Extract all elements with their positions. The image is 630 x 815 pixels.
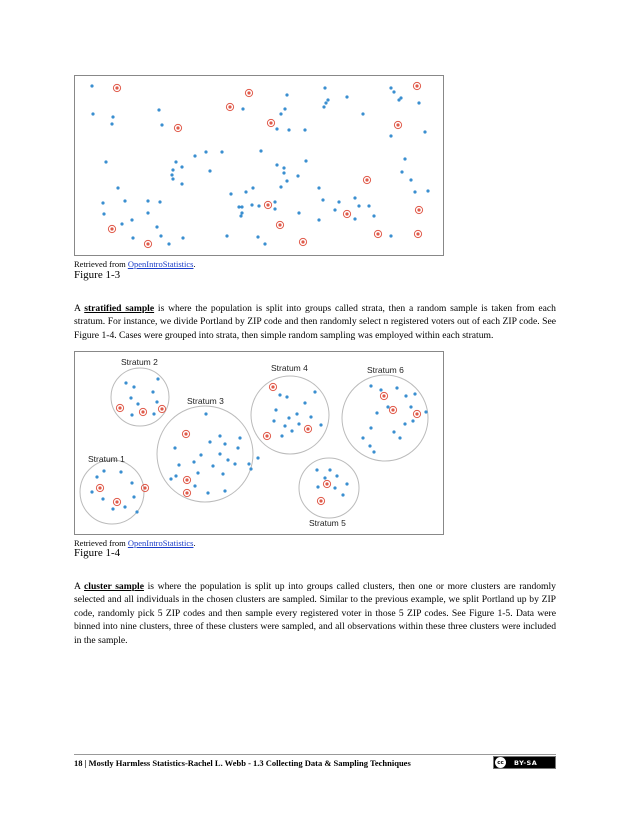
- population-point: [316, 485, 319, 488]
- population-point: [135, 510, 138, 513]
- sampled-point: [365, 178, 368, 181]
- population-point: [417, 101, 420, 104]
- population-point: [413, 190, 416, 193]
- population-point: [220, 150, 223, 153]
- population-point: [160, 123, 163, 126]
- population-point: [249, 467, 252, 470]
- population-point: [283, 107, 286, 110]
- sampled-point: [306, 427, 309, 430]
- source-suffix: .: [193, 259, 196, 269]
- population-point: [90, 84, 93, 87]
- population-point: [323, 86, 326, 89]
- population-point: [389, 86, 392, 89]
- population-point: [319, 423, 322, 426]
- population-point: [398, 436, 401, 439]
- population-point: [287, 128, 290, 131]
- population-point: [233, 462, 236, 465]
- population-point: [326, 98, 329, 101]
- population-point: [256, 456, 259, 459]
- stratum-circle: [299, 458, 359, 518]
- population-point: [392, 90, 395, 93]
- population-point: [389, 134, 392, 137]
- population-point: [247, 462, 250, 465]
- population-point: [392, 430, 395, 433]
- population-point: [278, 393, 281, 396]
- sampled-point: [118, 406, 121, 409]
- population-point: [372, 450, 375, 453]
- population-point: [91, 112, 94, 115]
- population-point: [156, 377, 159, 380]
- sampled-point: [319, 499, 322, 502]
- population-point: [104, 160, 107, 163]
- sampled-point: [301, 240, 304, 243]
- population-point: [158, 200, 161, 203]
- sampled-point: [115, 500, 118, 503]
- population-point: [155, 225, 158, 228]
- population-point: [155, 400, 158, 403]
- population-point: [223, 442, 226, 445]
- sampled-point: [141, 410, 144, 413]
- population-point: [283, 424, 286, 427]
- population-point: [279, 185, 282, 188]
- population-point: [169, 477, 172, 480]
- population-point: [403, 157, 406, 160]
- population-point: [206, 491, 209, 494]
- population-point: [211, 464, 214, 467]
- population-point: [353, 196, 356, 199]
- sampled-point: [396, 123, 399, 126]
- population-point: [345, 482, 348, 485]
- population-point: [426, 189, 429, 192]
- population-point: [290, 429, 293, 432]
- paragraph-cluster: [74, 580, 556, 647]
- sampled-point: [184, 432, 187, 435]
- stratum-label: Stratum 3: [187, 396, 224, 406]
- population-point: [285, 179, 288, 182]
- sampled-point: [146, 242, 149, 245]
- population-point: [263, 242, 266, 245]
- population-point: [395, 386, 398, 389]
- population-point: [309, 415, 312, 418]
- population-point: [130, 481, 133, 484]
- population-point: [274, 408, 277, 411]
- population-point: [275, 163, 278, 166]
- population-point: [367, 204, 370, 207]
- stratum-circle: [80, 460, 144, 524]
- population-point: [335, 474, 338, 477]
- source-prefix: Retrieved from: [74, 538, 128, 548]
- population-point: [303, 401, 306, 404]
- population-point: [237, 205, 240, 208]
- population-point: [174, 160, 177, 163]
- source-prefix: Retrieved from: [74, 259, 128, 269]
- population-point: [353, 217, 356, 220]
- population-point: [101, 497, 104, 500]
- population-point: [372, 214, 375, 217]
- population-point: [285, 395, 288, 398]
- population-point: [204, 412, 207, 415]
- population-point: [324, 101, 327, 104]
- sampled-point: [265, 434, 268, 437]
- paragraph-article: A: [74, 303, 85, 314]
- scatter-plot: [75, 76, 443, 255]
- figure-1-3-label: Figure 1-3: [74, 269, 121, 281]
- population-point: [111, 115, 114, 118]
- population-point: [399, 96, 402, 99]
- population-point: [409, 405, 412, 408]
- population-point: [240, 205, 243, 208]
- population-point: [120, 222, 123, 225]
- sampled-point: [143, 486, 146, 489]
- term-stratified-sample: stratified sample: [84, 303, 155, 314]
- population-point: [379, 388, 382, 391]
- sampled-point: [391, 408, 394, 411]
- population-point: [282, 171, 285, 174]
- population-point: [132, 385, 135, 388]
- population-point: [95, 475, 98, 478]
- sampled-point: [271, 385, 274, 388]
- sampled-point: [325, 482, 328, 485]
- population-point: [273, 207, 276, 210]
- population-point: [279, 112, 282, 115]
- population-point: [132, 495, 135, 498]
- sampled-point: [266, 203, 269, 206]
- population-point: [272, 419, 275, 422]
- population-point: [171, 168, 174, 171]
- population-point: [333, 486, 336, 489]
- population-point: [236, 446, 239, 449]
- population-point: [111, 507, 114, 510]
- population-point: [389, 234, 392, 237]
- license-text: BY-SA: [514, 758, 538, 767]
- population-point: [152, 412, 155, 415]
- population-point: [123, 199, 126, 202]
- population-point: [159, 234, 162, 237]
- population-point: [204, 150, 207, 153]
- sampled-point: [382, 394, 385, 397]
- population-point: [208, 169, 211, 172]
- population-point: [102, 469, 105, 472]
- population-point: [321, 198, 324, 201]
- sampled-point: [269, 121, 272, 124]
- population-point: [167, 242, 170, 245]
- population-point: [413, 392, 416, 395]
- population-point: [403, 422, 406, 425]
- term-cluster-sample: cluster sample: [84, 581, 144, 592]
- footer-divider: [74, 754, 556, 755]
- stratum-circle: [251, 376, 329, 454]
- population-point: [129, 396, 132, 399]
- population-point: [146, 211, 149, 214]
- population-point: [361, 112, 364, 115]
- sampled-point: [247, 91, 250, 94]
- cc-icon: cc: [495, 757, 506, 768]
- figure-1-4-label: Figure 1-4: [74, 547, 121, 559]
- population-point: [124, 381, 127, 384]
- population-point: [136, 402, 139, 405]
- population-point: [146, 199, 149, 202]
- sampled-point: [115, 86, 118, 89]
- population-point: [130, 413, 133, 416]
- population-point: [238, 436, 241, 439]
- source-link[interactable]: OpenIntroStatistics: [127, 259, 194, 269]
- population-point: [296, 174, 299, 177]
- population-point: [297, 422, 300, 425]
- sampled-point: [185, 491, 188, 494]
- population-point: [170, 173, 173, 176]
- population-point: [375, 411, 378, 414]
- paragraph-text: is where the population is split into groups called strata, then a random sample is taken from each stratum. For instance, we divide Portland by ZIP code and then randomly select n registered voters out of each ZIP code. See Figure 1-4. Cases were grouped into strata, then simple random sampling was employed within each stratum.: [74, 303, 556, 341]
- population-point: [151, 390, 154, 393]
- population-point: [411, 419, 414, 422]
- population-point: [193, 484, 196, 487]
- stratum-label: Stratum 5: [309, 518, 346, 528]
- sampled-point: [228, 105, 231, 108]
- population-point: [333, 208, 336, 211]
- sampled-point: [110, 227, 113, 230]
- population-point: [101, 201, 104, 204]
- population-point: [313, 390, 316, 393]
- figure-stratified-sample: [74, 351, 444, 535]
- figure-1-3-source: [74, 259, 196, 269]
- population-point: [110, 122, 113, 125]
- stratum-label: Stratum 2: [121, 357, 158, 367]
- population-point: [130, 218, 133, 221]
- population-point: [315, 468, 318, 471]
- sampled-point: [98, 486, 101, 489]
- population-point: [287, 416, 290, 419]
- population-point: [295, 412, 298, 415]
- source-suffix: .: [193, 538, 196, 548]
- population-point: [131, 236, 134, 239]
- population-point: [177, 463, 180, 466]
- population-point: [218, 434, 221, 437]
- population-point: [102, 212, 105, 215]
- population-point: [273, 200, 276, 203]
- population-point: [304, 159, 307, 162]
- population-point: [423, 130, 426, 133]
- population-point: [322, 105, 325, 108]
- population-point: [297, 211, 300, 214]
- page-footer: 18 | Mostly Harmless Statistics-Rachel L. Webb - 1.3 Collecting Data & Sampling Techniques: [74, 758, 411, 768]
- source-link[interactable]: OpenIntroStatistics: [127, 538, 194, 548]
- sampled-point: [160, 407, 163, 410]
- paragraph-article: A: [74, 581, 85, 592]
- stratum-circle: [111, 368, 169, 426]
- population-point: [361, 436, 364, 439]
- population-point: [199, 453, 202, 456]
- paragraph-stratified: [74, 302, 556, 342]
- population-point: [123, 505, 126, 508]
- population-point: [225, 234, 228, 237]
- population-point: [328, 468, 331, 471]
- population-point: [90, 490, 93, 493]
- population-point: [409, 178, 412, 181]
- population-point: [119, 470, 122, 473]
- population-point: [282, 166, 285, 169]
- population-point: [317, 186, 320, 189]
- population-point: [208, 440, 211, 443]
- population-point: [244, 190, 247, 193]
- population-point: [285, 93, 288, 96]
- population-point: [229, 192, 232, 195]
- population-point: [221, 472, 224, 475]
- sampled-point: [345, 212, 348, 215]
- strata-diagram: [75, 352, 443, 534]
- population-point: [280, 434, 283, 437]
- cc-license-badge: [493, 756, 556, 769]
- population-point: [173, 446, 176, 449]
- sampled-point: [278, 223, 281, 226]
- population-point: [357, 204, 360, 207]
- population-point: [174, 474, 177, 477]
- population-point: [424, 410, 427, 413]
- figure-simple-random-sample: [74, 75, 444, 256]
- stratum-label: Stratum 4: [271, 363, 308, 373]
- population-point: [240, 211, 243, 214]
- population-point: [196, 471, 199, 474]
- population-point: [256, 235, 259, 238]
- population-point: [257, 204, 260, 207]
- population-point: [171, 177, 174, 180]
- population-point: [368, 444, 371, 447]
- population-point: [337, 200, 340, 203]
- population-point: [341, 493, 344, 496]
- population-point: [369, 426, 372, 429]
- population-point: [259, 149, 262, 152]
- population-point: [116, 186, 119, 189]
- population-point: [400, 170, 403, 173]
- population-point: [239, 214, 242, 217]
- population-point: [157, 108, 160, 111]
- population-point: [218, 452, 221, 455]
- sampled-point: [415, 412, 418, 415]
- sampled-point: [376, 232, 379, 235]
- paragraph-text: is where the population is split up into groups called clusters, then one or more clusters are randomly selected and all individuals in the chosen clusters are sampled. Similar to the previous example, we split Portland up by ZIP code, randomly pick 5 ZIP codes and then sample every registered voter in those 5 ZIP codes. See Figure 1-5. Data were binned into nine clusters, three of these clusters were sampled, and all observations within these three clusters were included in the sample.: [74, 581, 556, 646]
- stratum-label: Stratum 1: [88, 454, 125, 464]
- sampled-point: [416, 232, 419, 235]
- population-point: [192, 460, 195, 463]
- population-point: [223, 489, 226, 492]
- population-point: [193, 154, 196, 157]
- population-point: [386, 405, 389, 408]
- population-point: [404, 394, 407, 397]
- population-point: [251, 186, 254, 189]
- sampled-point: [415, 84, 418, 87]
- population-point: [345, 95, 348, 98]
- sampled-point: [417, 208, 420, 211]
- population-point: [180, 165, 183, 168]
- sampled-point: [176, 126, 179, 129]
- population-point: [369, 384, 372, 387]
- population-point: [181, 236, 184, 239]
- population-point: [180, 182, 183, 185]
- population-point: [303, 128, 306, 131]
- sampled-point: [185, 478, 188, 481]
- stratum-circle: [342, 375, 428, 461]
- population-point: [250, 203, 253, 206]
- population-point: [275, 127, 278, 130]
- stratum-circle: [157, 406, 253, 502]
- stratum-label: Stratum 6: [367, 365, 404, 375]
- population-point: [226, 458, 229, 461]
- population-point: [241, 107, 244, 110]
- population-point: [317, 218, 320, 221]
- population-point: [323, 476, 326, 479]
